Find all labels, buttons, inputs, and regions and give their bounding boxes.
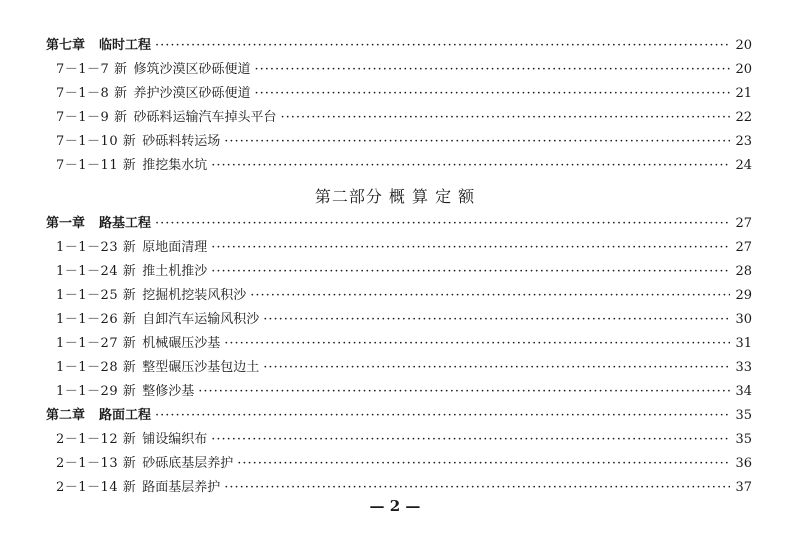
dot-leader <box>250 287 730 305</box>
entry-code: 1－1－25 新 <box>56 288 137 303</box>
entry-code: 1－1－26 新 <box>56 312 137 327</box>
chapter-code: 第七章 <box>46 38 86 53</box>
page-ref: 35 <box>735 408 752 423</box>
toc-entry[interactable] <box>56 287 752 305</box>
chapter-code: 第二章 <box>46 408 86 423</box>
toc-entry[interactable] <box>56 109 752 127</box>
part-title: 第二部分 概 算 定 额 <box>314 187 476 206</box>
entry-code: 1－1－24 新 <box>56 264 137 279</box>
entry-title: 原地面清理 <box>142 240 208 255</box>
entry-code: 7－1－10 新 <box>56 134 137 149</box>
entry-title: 路面基层养护 <box>142 480 221 495</box>
page-ref: 34 <box>735 384 752 399</box>
entry-title: 养护沙漠区砂砾便道 <box>133 86 251 101</box>
entry-title: 整型碾压沙基包边土 <box>142 360 260 375</box>
page-ref: 35 <box>735 432 752 447</box>
dot-leader <box>263 311 730 329</box>
toc-entry[interactable] <box>56 383 752 401</box>
entry-code: 7－1－11 新 <box>56 158 137 173</box>
dot-leader <box>211 263 730 281</box>
chapter-title: 路基工程 <box>99 216 152 231</box>
dot-leader <box>254 85 730 103</box>
page-ref: 27 <box>735 216 752 231</box>
page-ref: 36 <box>735 456 752 471</box>
page-ref: 31 <box>735 336 752 351</box>
toc-entry[interactable] <box>56 455 752 473</box>
toc-chapter-7[interactable] <box>46 37 752 55</box>
dot-leader <box>211 431 730 449</box>
toc-entry[interactable] <box>56 359 752 377</box>
dot-leader <box>155 407 730 425</box>
toc-entry[interactable] <box>56 133 752 151</box>
entry-code: 2－1－12 新 <box>56 432 137 447</box>
page-ref: 20 <box>735 38 752 53</box>
entry-code: 7－1－9 新 <box>56 110 128 125</box>
entry-code: 2－1－13 新 <box>56 456 137 471</box>
page-ref: 22 <box>735 110 752 125</box>
dot-leader <box>263 359 730 377</box>
entry-title: 推土机推沙 <box>142 264 208 279</box>
dot-leader <box>155 37 730 55</box>
dot-leader <box>198 383 730 401</box>
toc-entry[interactable] <box>56 61 752 79</box>
entry-title: 砂砾料转运场 <box>142 134 221 149</box>
entry-title: 砂砾底基层养护 <box>142 456 234 471</box>
entry-title: 推挖集水坑 <box>142 158 208 173</box>
page-ref: 20 <box>735 62 752 77</box>
page-ref: 29 <box>735 288 752 303</box>
toc-entry[interactable] <box>56 239 752 257</box>
entry-title: 铺设编织布 <box>142 432 208 447</box>
toc-entry[interactable] <box>56 431 752 449</box>
chapter-title: 路面工程 <box>99 408 152 423</box>
entry-title: 挖掘机挖装风积沙 <box>142 288 247 303</box>
chapter-code: 第一章 <box>46 216 86 231</box>
entry-code: 7－1－7 新 <box>56 62 128 77</box>
page-ref: 33 <box>735 360 752 375</box>
dot-leader <box>224 335 730 353</box>
dot-leader <box>211 239 730 257</box>
chapter-title: 临时工程 <box>99 38 152 53</box>
page-ref: 27 <box>735 240 752 255</box>
entry-title: 砂砾料运输汽车掉头平台 <box>133 110 277 125</box>
toc-entry[interactable] <box>56 157 752 175</box>
dot-leader <box>155 215 730 233</box>
entry-code: 1－1－23 新 <box>56 240 137 255</box>
dot-leader <box>211 157 730 175</box>
dot-leader <box>224 133 730 151</box>
entry-title: 自卸汽车运输风积沙 <box>142 312 260 327</box>
page-ref: 28 <box>735 264 752 279</box>
dot-leader <box>280 109 730 127</box>
entry-code: 7－1－8 新 <box>56 86 128 101</box>
page-number: — 2 — <box>369 497 421 515</box>
toc-entry[interactable] <box>56 311 752 329</box>
dot-leader <box>254 61 730 79</box>
entry-code: 1－1－28 新 <box>56 360 137 375</box>
toc-entry[interactable] <box>56 479 752 497</box>
entry-title: 修筑沙漠区砂砾便道 <box>133 62 251 77</box>
entry-code: 1－1－29 新 <box>56 384 137 399</box>
page-ref: 23 <box>735 134 752 149</box>
page-ref: 24 <box>735 158 752 173</box>
page-ref: 37 <box>735 480 752 495</box>
toc-chapter-2[interactable] <box>46 407 752 425</box>
dot-leader <box>224 479 730 497</box>
entry-code: 1－1－27 新 <box>56 336 137 351</box>
page-ref: 21 <box>735 86 752 101</box>
toc-entry[interactable] <box>56 263 752 281</box>
toc-entry[interactable] <box>56 335 752 353</box>
entry-title: 整修沙基 <box>142 384 195 399</box>
page-ref: 30 <box>735 312 752 327</box>
toc-entry[interactable] <box>56 85 752 103</box>
toc-chapter-1[interactable] <box>46 215 752 233</box>
dot-leader <box>237 455 730 473</box>
entry-code: 2－1－14 新 <box>56 480 137 495</box>
entry-title: 机械碾压沙基 <box>142 336 221 351</box>
